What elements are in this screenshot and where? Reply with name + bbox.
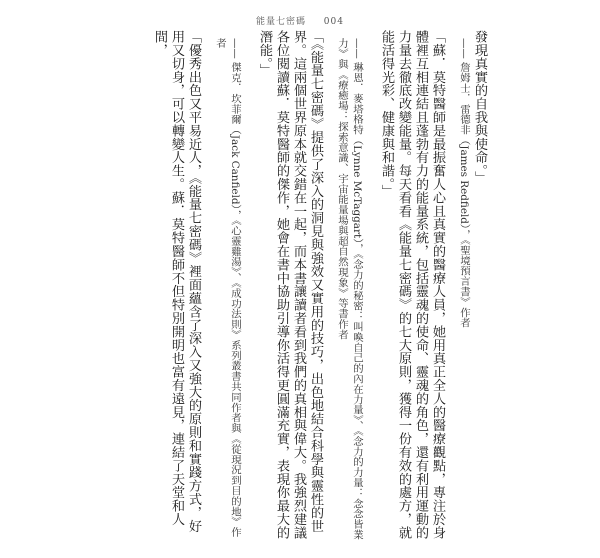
endorsement-text-2: 「蘇．莫特醫師是最振奮人心且真實的醫療人員，她用真正全人的醫療觀點，專注於身體裡互相連結且蓬勃有力的能量系統，包括靈魂的使命、靈魂的角色，還有利用運動的力量去徹底改變能量。每天看看《能量七密碼》的七大原則，獲得一份有效的處方，就能活得光彩、健康與和諧。」 bbox=[379, 30, 445, 540]
endorsement-text-3: 「《能量七密碼》提供了深入的洞見與強效又實用的技巧，出色地結合科學與靈性的世界。這兩個世界原本就交錯在一起，而本書讓讀者看到我們的真相與偉大。我強烈建議各位閱讀蘇．莫特醫師的傑作，她會在書中協助引導你活得更圓滿充實，表現你最大的潛能。」 bbox=[257, 30, 323, 540]
endorsement-attribution-3: —— 傑克．坎菲爾（Jack Canfield），《心靈雞湯》、《成功法則》系列叢書共同作者與《從現況到目的地》作者 bbox=[214, 38, 241, 538]
running-header bbox=[0, 14, 600, 27]
header-page-number: 004 bbox=[323, 17, 344, 27]
endorsement-attribution-1: —— 詹姆士．雷德非（James Redfield），《聖境預言書》作者 bbox=[458, 38, 470, 328]
endorsement-attribution-2: —— 琳恩．麥塔格特（Lynne McTaggart），《念力的秘密：叫喚自己的內在力量》、《念力的力量：念念皆業力》與《療癒場：探索意識、宇宙能量場與超自然現象》等書作者 bbox=[336, 38, 363, 540]
endorsement-text-4: 「優秀出色又平易近人，《能量七密碼》裡面蘊含了深入又強大的原則和實踐方式，好用又切身，可以轉變人生。蘇．莫特醫師不但特別開明也富有遠見，連結了天堂和人間， bbox=[152, 30, 201, 533]
page-body bbox=[98, 30, 488, 540]
endorsement-text-1: 發現真實的自我與使命。」 bbox=[472, 30, 487, 185]
header-book-title: 能量七密碼 bbox=[256, 17, 307, 27]
